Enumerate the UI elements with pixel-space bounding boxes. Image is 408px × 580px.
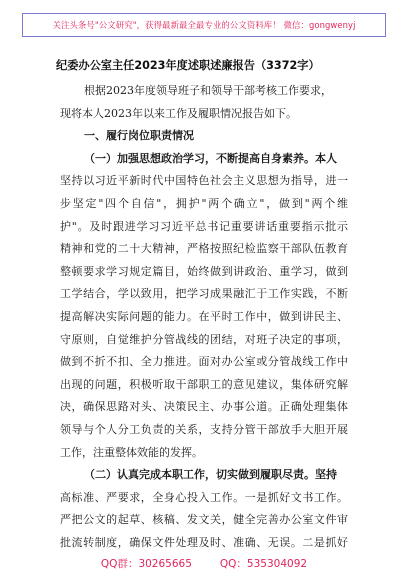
promo-banner-text: 关注头条号"公文研究"，获得最新最全最专业的公文资料库！ 微信：gongwenyj [52, 20, 356, 30]
body-line: 出现的问题，积极听取干部职工的意见建议，集体研究解 [60, 377, 348, 391]
body-line: 批流转制度，确保文件处理及时、准确、无误。二是抓好 [60, 535, 348, 549]
body-line: 守原则，自觉维护分管战线的团结，对班子决定的事项， [60, 332, 348, 346]
qq-group-text: QQ群：30265665 [100, 558, 192, 570]
body-line: 现将本人2023年以来工作及履职情况报告如下。 [60, 106, 297, 120]
document-title: 纪委办公室主任2023年度述职述廉报告（3372字） [56, 59, 320, 72]
body-line: 做到不折不扣、全力推进。面对办公室或分管战线工作中 [60, 355, 348, 369]
body-line: 坚持以习近平新时代中国特色社会主义思想为指导，进一 [60, 174, 348, 188]
qq-number-text: QQ：535304092 [219, 558, 308, 570]
body-line: 领导与个人分工负责的关系，支持分管干部放手大胆开展 [60, 422, 348, 436]
promo-banner [22, 13, 386, 37]
section-heading: 一、履行岗位职责情况 [84, 129, 194, 143]
document-body [60, 80, 348, 554]
body-line: 整顿要求学习规定篇目，始终做到讲政治、重学习，做到 [60, 264, 348, 278]
body-line: 决，确保思路对头、决策民主、办事公道。正确处理集体 [60, 400, 348, 414]
body-line: 精神和党的二十大精神，严格按照纪检监察干部队伍教育 [60, 242, 348, 256]
body-line: 工学结合，学以致用，把学习成果融汇于工作实践，不断 [60, 287, 348, 301]
body-line: 提高解决实际问题的能力。在平时工作中，做到讲民主、 [60, 309, 348, 323]
contact-footer [0, 556, 408, 571]
body-line: 根据2023年度领导班子和领导干部考核工作要求， [84, 84, 332, 97]
body-line: 高标准、严要求，全身心投入工作。一是抓好文书工作。 [60, 490, 348, 504]
body-line: 严把公文的起草、核稿、发文关，健全完善办公室文件审 [60, 513, 348, 527]
subsection-heading: （一）加强思想政治学习，不断提高自身素养。本人 [84, 151, 337, 165]
subsection-heading: （二）认真完成本职工作，切实做到履职尽责。坚持 [84, 468, 337, 482]
body-line: 步坚定"四个自信"，拥护"两个确立"，做到"两个维 [60, 196, 348, 210]
body-line: 护"。及时跟进学习习近平总书记重要讲话重要指示批示 [60, 219, 348, 233]
body-line: 工作，注重整体效能的发挥。 [60, 445, 203, 459]
